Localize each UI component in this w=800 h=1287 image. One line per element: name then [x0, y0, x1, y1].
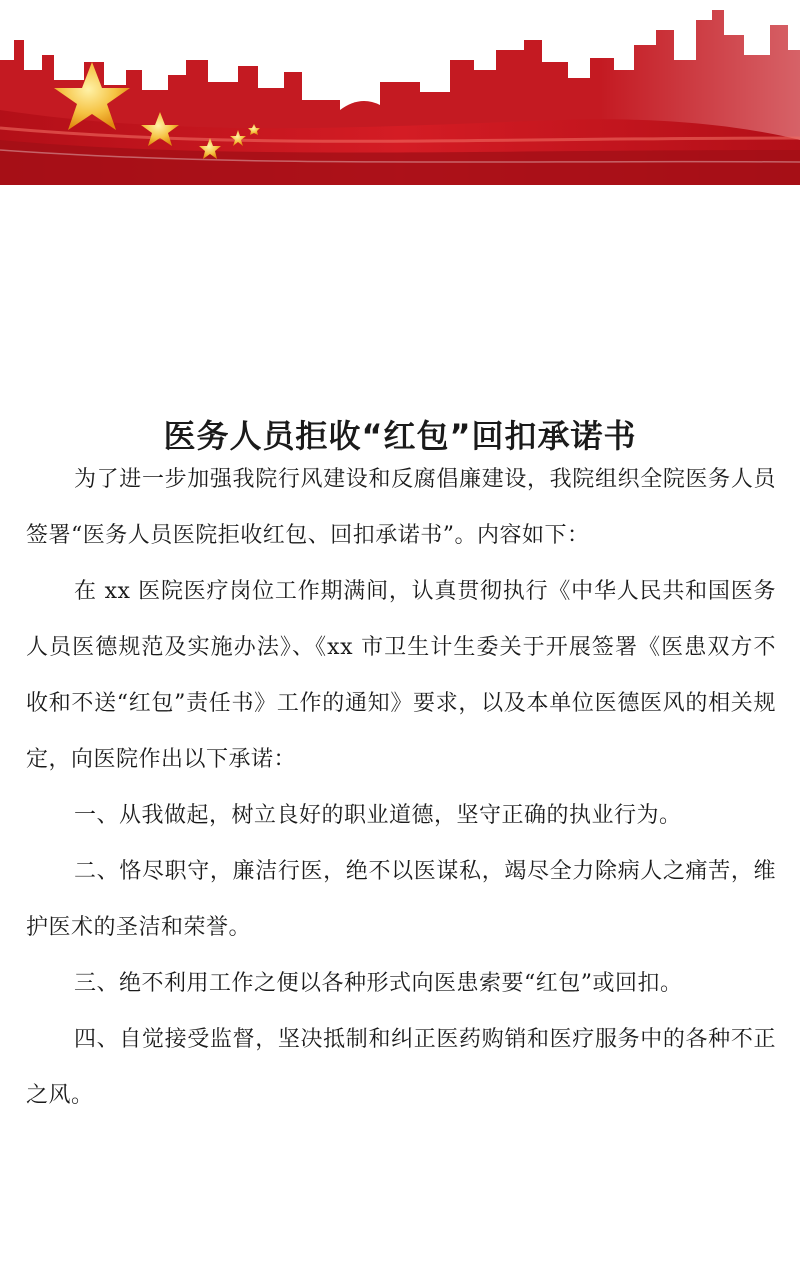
document-body — [26, 452, 776, 1124]
paragraph-commitment-2: 二、恪尽职守，廉洁行医，绝不以医谋私，竭尽全力除病人之痛苦，维护医术的圣洁和荣誉。 — [26, 859, 776, 940]
paragraph-commitment-context: 在 xx 医院医疗岗位工作期满间，认真贯彻执行《中华人民共和国医务人员医德规范及实施办法》、《xx 市卫生计生委关于开展签署《医患双方不收和不送“红包”责任书》工作的通知》要求，以及本单位医德医风的相关规定，向医院作出以下承诺： — [26, 579, 776, 772]
document-title: 医务人员拒收“红包”回扣承诺书 — [163, 417, 637, 456]
paragraph-commitment-1: 一、从我做起，树立良好的职业道德，坚守正确的执业行为。 — [74, 803, 682, 828]
paragraph-commitment-3: 三、绝不利用工作之便以各种形式向医患索要“红包”或回扣。 — [74, 971, 683, 996]
city-skyline-banner-graphic — [0, 0, 800, 185]
paragraph-intro: 为了进一步加强我院行风建设和反腐倡廉建设，我院组织全院医务人员签署“医务人员医院拒收红包、回扣承诺书”。内容如下： — [26, 467, 776, 548]
header-banner — [0, 0, 800, 185]
paragraph-commitment-4: 四、自觉接受监督，坚决抵制和纠正医药购销和医疗服务中的各种不正之风。 — [26, 1027, 776, 1108]
